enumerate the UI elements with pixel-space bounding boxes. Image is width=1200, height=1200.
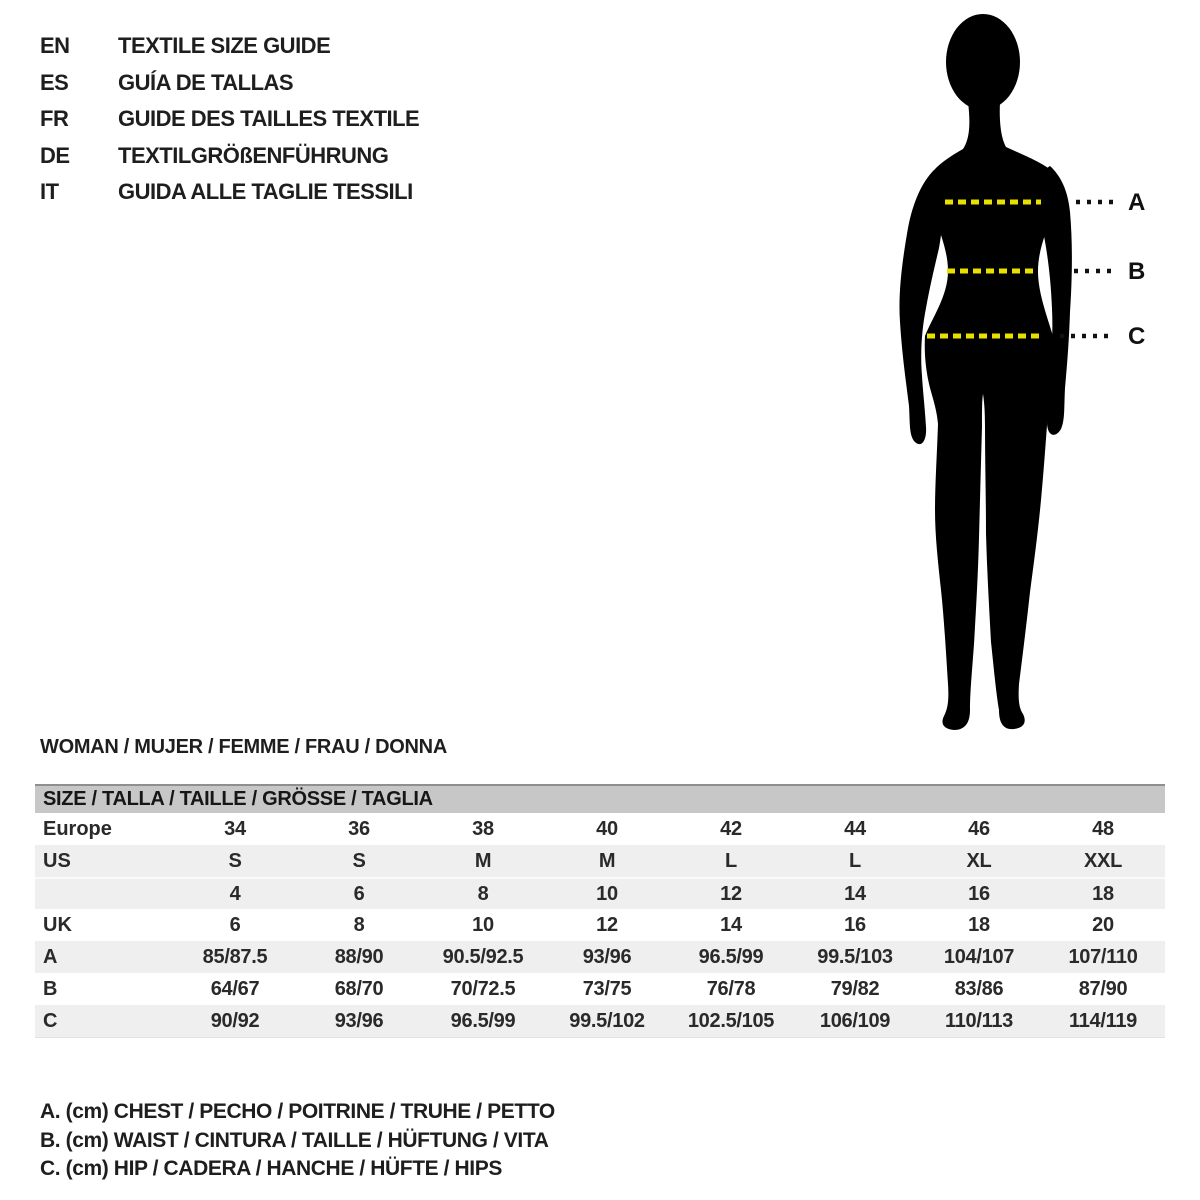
table-row-us-numeric — [35, 877, 1165, 909]
cell: 102.5/105 — [687, 1010, 775, 1032]
body-shape — [925, 102, 1060, 730]
measurement-figure — [880, 10, 1180, 745]
cell: 40 — [596, 818, 618, 840]
size-table — [35, 784, 1165, 1038]
cell: 20 — [1092, 914, 1114, 936]
cell: 99.5/102 — [569, 1010, 645, 1032]
cell: 14 — [720, 914, 742, 936]
cell: 93/96 — [582, 946, 632, 968]
lang-row-fr — [40, 101, 419, 138]
lang-title: GUÍA DE TALLAS — [118, 69, 294, 95]
lang-title: GUIDE DES TAILLES TEXTILE — [118, 106, 420, 132]
measure-label-b: B — [1128, 258, 1146, 285]
cell: 12 — [720, 883, 742, 905]
table-row-chest-a — [35, 941, 1165, 973]
cell: 83/86 — [954, 978, 1004, 1000]
cell: 64/67 — [210, 978, 260, 1000]
language-title-list — [40, 28, 419, 211]
cell: 8 — [477, 883, 489, 905]
table-row-uk — [35, 909, 1165, 941]
measure-label-a: A — [1128, 189, 1146, 216]
cell: 18 — [968, 914, 990, 936]
cell: M — [598, 850, 616, 872]
cell: 104/107 — [943, 946, 1015, 968]
lang-row-it — [40, 174, 419, 211]
cell: 10 — [596, 883, 618, 905]
cell: S — [352, 850, 366, 872]
cell: 38 — [472, 818, 494, 840]
cell: 90/92 — [210, 1010, 260, 1032]
lang-code: ES — [40, 69, 69, 95]
head-shape — [946, 14, 1020, 110]
legend-chest: A. (cm) CHEST / PECHO / POITRINE / TRUHE / PETTO — [40, 1100, 555, 1123]
cell: S — [228, 850, 242, 872]
row-label: A — [43, 946, 58, 968]
legend-hip: C. (cm) HIP / CADERA / HANCHE / HÜFTE / HIPS — [40, 1157, 502, 1180]
cell: 90.5/92.5 — [442, 946, 524, 968]
cell: 10 — [472, 914, 494, 936]
cell: 12 — [596, 914, 618, 936]
cell: 107/110 — [1068, 946, 1138, 968]
cell: 68/70 — [334, 978, 384, 1000]
cell: 96.5/99 — [450, 1010, 516, 1032]
cell: M — [474, 850, 492, 872]
lang-row-de — [40, 138, 419, 175]
cell: 16 — [968, 883, 990, 905]
row-label: US — [43, 850, 71, 872]
lang-title: TEXTILGRÖßENFÜHRUNG — [118, 142, 389, 168]
cell: 14 — [844, 883, 866, 905]
cell: 18 — [1092, 883, 1114, 905]
cell: 44 — [844, 818, 866, 840]
lang-code: IT — [40, 179, 59, 205]
row-label: C — [43, 1010, 58, 1032]
cell: 99.5/103 — [817, 946, 893, 968]
row-label: Europe — [43, 818, 112, 840]
cell: 48 — [1092, 818, 1114, 840]
row-label: B — [43, 978, 58, 1000]
cell: 114/119 — [1069, 1010, 1137, 1032]
cell: 6 — [353, 883, 365, 905]
cell: 87/90 — [1078, 978, 1128, 1000]
table-row-us — [35, 845, 1165, 877]
lang-row-es — [40, 65, 419, 102]
size-table-header: SIZE / TALLA / TAILLE / GRÖSSE / TAGLIA — [35, 784, 1165, 813]
cell: XL — [966, 850, 992, 872]
cell: 85/87.5 — [202, 946, 268, 968]
cell: L — [849, 850, 861, 872]
table-row-hip-c — [35, 1005, 1165, 1038]
cell: 96.5/99 — [698, 946, 764, 968]
table-row-waist-b — [35, 973, 1165, 1005]
cell: 73/75 — [582, 978, 632, 1000]
cell: XXL — [1084, 850, 1122, 872]
lang-code: FR — [40, 106, 69, 132]
measure-label-c: C — [1128, 323, 1146, 350]
measurement-legend — [40, 1098, 555, 1184]
cell: 42 — [720, 818, 742, 840]
legend-waist: B. (cm) WAIST / CINTURA / TAILLE / HÜFTUNG / VITA — [40, 1128, 549, 1152]
cell: 93/96 — [334, 1010, 384, 1032]
cell: 36 — [348, 818, 370, 840]
table-row-europe — [35, 813, 1165, 845]
lang-row-en — [40, 28, 419, 65]
cell: 8 — [353, 914, 365, 936]
cell: 16 — [844, 914, 866, 936]
lang-code: EN — [40, 33, 70, 59]
cell: 34 — [224, 818, 246, 840]
lang-title: TEXTILE SIZE GUIDE — [118, 33, 331, 59]
cell: 4 — [229, 883, 241, 905]
cell: 88/90 — [334, 946, 384, 968]
cell: 79/82 — [830, 978, 880, 1000]
cell: L — [725, 850, 737, 872]
cell: 70/72.5 — [450, 978, 516, 1000]
lang-code: DE — [40, 142, 70, 168]
cell: 110/113 — [945, 1010, 1013, 1032]
cell: 46 — [968, 818, 990, 840]
section-title-woman: WOMAN / MUJER / FEMME / FRAU / DONNA — [40, 736, 447, 758]
woman-silhouette-icon — [880, 10, 1180, 745]
lang-title: GUIDA ALLE TAGLIE TESSILI — [118, 179, 413, 205]
cell: 6 — [229, 914, 241, 936]
row-label: UK — [43, 914, 72, 936]
row-label — [35, 879, 173, 909]
cell: 106/109 — [819, 1010, 891, 1032]
cell: 76/78 — [706, 978, 756, 1000]
